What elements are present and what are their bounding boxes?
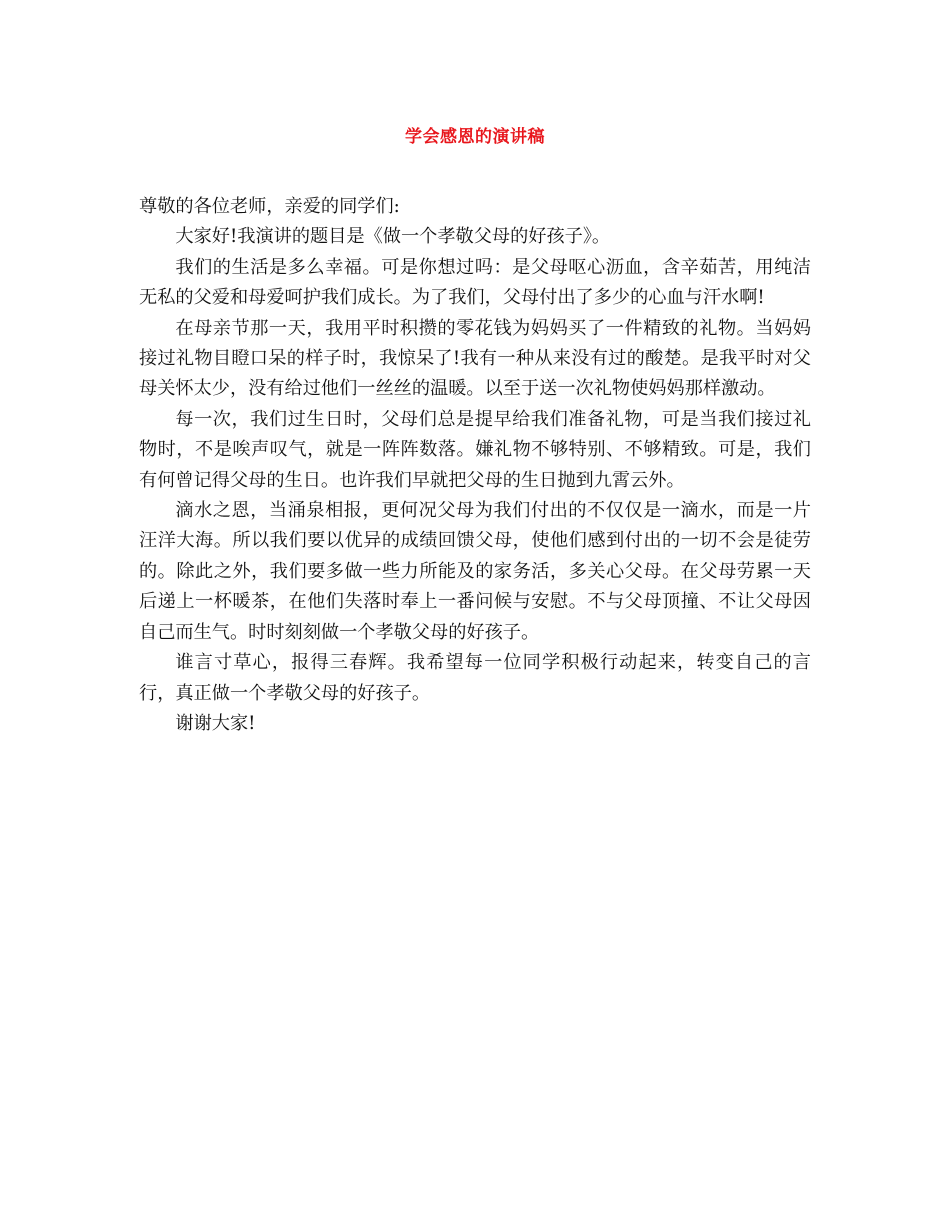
paragraph-intro: 大家好!我演讲的题目是《做一个孝敬父母的好孩子》。 — [175, 226, 611, 248]
paragraph-thanks: 谢谢大家! — [175, 712, 256, 734]
salutation: 尊敬的各位老师，亲爱的同学们: — [139, 196, 400, 217]
paragraph-happiness: 我们的生活是多么幸福。可是你想过吗：是父母呕心沥血，含辛茹苦，用纯洁无私的父爱和母爱呵护我们成长。为了我们，父母付出了多少的心血与汗水啊! — [139, 256, 811, 309]
paragraph-mothers-day: 在母亲节那一天，我用平时积攒的零花钱为妈妈买了一件精致的礼物。当妈妈接过礼物目瞪口呆的样子时，我惊呆了!我有一种从来没有过的酸楚。是我平时对父母关怀太少，没有给过他们一丝丝的温暖。以至于送一次礼物使妈妈那样激动。 — [139, 317, 811, 400]
document-title: 学会感恩的演讲稿 — [405, 127, 545, 147]
paragraph-repay: 滴水之恩，当涌泉相报，更何况父母为我们付出的不仅仅是一滴水，而是一片汪洋大海。所以我们要以优异的成绩回馈父母，使他们感到付出的一切不会是徒劳的。除此之外，我们要多做一些力所能及的家务活，多关心父母。在父母劳累一天后递上一杯暖茶，在他们失落时奉上一番问候与安慰。不与父母顶撞、不让父母因自己而生气。时时刻刻做一个孝敬父母的好孩子。 — [139, 500, 811, 643]
document-body — [139, 192, 811, 739]
paragraph-call-to-action: 谁言寸草心，报得三春辉。我希望每一位同学积极行动起来，转变自己的言行，真正做一个孝敬父母的好孩子。 — [139, 652, 811, 704]
paragraph-birthday: 每一次，我们过生日时，父母们总是提早给我们准备礼物，可是当我们接过礼物时，不是唉声叹气，就是一阵阵数落。嫌礼物不够特别、不够精致。可是，我们有何曾记得父母的生日。也许我们早就把父母的生日抛到九霄云外。 — [139, 408, 811, 491]
